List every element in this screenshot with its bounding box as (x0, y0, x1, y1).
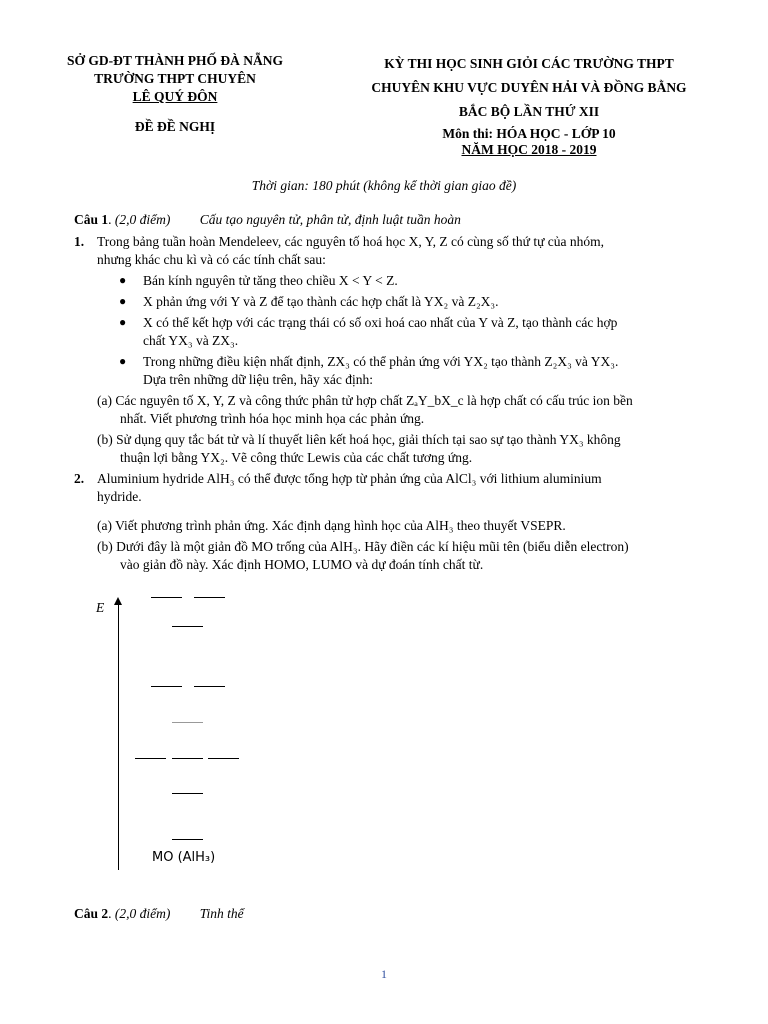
mo-level-antibonding-2 (194, 597, 225, 598)
mo-level-nonbonding-1 (135, 758, 166, 759)
energy-axis-label: E (96, 600, 105, 615)
q1-part1-line2: nhưng khác chu kì và có các tính chất sau: (97, 252, 326, 267)
school-name: TRƯỜNG THPT CHUYÊN (94, 71, 256, 86)
header-right (318, 52, 740, 158)
q1-part1-line1: Trong bảng tuần hoàn Mendeleev, các nguyên tố hoá học X, Y, Z có cùng số thứ tự của nhóm, (97, 234, 605, 249)
q1-part2-line1: Aluminium hydride AlH₃ có thể được tổng hợp từ phản ứng của AlCl₃ với lithium aluminium (97, 471, 602, 486)
q1-topic: Cấu tạo nguyên tử, phân tử, định luật tuần hoàn (199, 212, 461, 227)
q2-topic: Tinh thể (199, 906, 244, 921)
bullet-4-icon: ● (119, 354, 127, 368)
school-year: NĂM HỌC 2018 - 2019 (461, 142, 597, 157)
subject-label: Môn thi: HÓA HỌC - LỚP 10 (442, 126, 616, 141)
energy-axis-line (118, 604, 119, 870)
bullet-1-icon: ● (119, 273, 127, 287)
exam-title-1: KỲ THI HỌC SINH GIỎI CÁC TRƯỜNG THPT (384, 56, 674, 71)
mo-level-bonding-2 (172, 839, 203, 840)
mo-level-6 (172, 722, 203, 723)
mo-level-antibonding-3 (172, 626, 203, 627)
q1-points: (2,0 điểm) (114, 212, 171, 227)
school-dept: SỞ GD-ĐT THÀNH PHỐ ĐÀ NẴNG (67, 53, 283, 68)
q1-sub-b-line1: (b) Sử dụng quy tắc bát tử và lí thuyết liên kết hoá học, giải thích tại sao sự tạo thành YX₃ không (97, 432, 621, 447)
q1-part2-line2: hydride. (97, 489, 142, 504)
q1-part2-number: 2. (74, 471, 85, 486)
q1-bullet-4-line2: Dựa trên những dữ liệu trên, hãy xác định: (143, 372, 374, 387)
q1-bullet-2: X phản ứng với Y và Z để tạo thành các hợp chất là YX₂ và Z₂X₃. (143, 294, 499, 309)
mo-level-nonbonding-3 (208, 758, 239, 759)
mo-level-nonbonding-2 (172, 758, 203, 759)
exam-status: ĐỀ ĐỀ NGHỊ (134, 119, 216, 134)
q2-points: (2,0 điểm) (114, 906, 171, 921)
q1-sub-a-line2: nhất. Viết phương trình hóa học minh họa các phản ứng. (120, 411, 425, 426)
exam-title-3: BẮC BỘ LẦN THỨ XII (458, 104, 600, 119)
bullet-2-icon: ● (119, 294, 127, 308)
q1-bullet-1: Bán kính nguyên tử tăng theo chiều X < Y < Z. (143, 273, 398, 288)
q1-bullet-3-line1: X có thể kết hợp với các trạng thái có số oxi hoá cao nhất của Y và Z, tạo thành các hợp (143, 315, 618, 330)
time-note: Thời gian: 180 phút (không kể thời gian giao đề) (251, 178, 517, 193)
exam-title-2: CHUYÊN KHU VỰC DUYÊN HẢI VÀ ĐỒNG BẰNG (371, 80, 687, 95)
q1-part2-sub-b-line2: vào giản đồ này. Xác định HOMO, LUMO và dự đoán tính chất từ. (120, 557, 484, 572)
header-left (40, 52, 310, 136)
q1-sub-b-line2: thuận lợi bằng YX₂. Vẽ công thức Lewis của các chất tương ứng. (120, 450, 473, 465)
q1-heading: Câu 1. (2,0 điểm) Cấu tạo nguyên tử, phân tử, định luật tuần hoàn (74, 212, 461, 227)
mo-level-antibonding-1 (151, 597, 182, 598)
q1-part2-sub-b-line1: (b) Dưới đây là một giản đồ MO trống của AlH₃. Hãy điền các kí hiệu mũi tên (biểu diễn electron) (97, 539, 629, 554)
q1-label: Câu 1 (74, 212, 109, 227)
energy-axis-arrow-icon (114, 597, 122, 605)
q1-bullet-4-line1: Trong những điều kiện nhất định, ZX₃ có thể phản ứng với YX₂ tạo thành Z₂X₃ và YX₃. (143, 354, 619, 369)
page-number: 1 (381, 967, 387, 981)
q1-sub-a-line1: (a) Các nguyên tố X, Y, Z và công thức phân tử hợp chất ZₐY_bX_c là hợp chất có cấu trúc ion bền (97, 393, 633, 408)
q1-part1-number: 1. (74, 234, 85, 249)
q1-part2-sub-a: (a) Viết phương trình phản ứng. Xác định dạng hình học của AlH₃ theo thuyết VSEPR. (97, 518, 566, 533)
q2-label: Câu 2 (74, 906, 109, 921)
mo-level-5 (194, 686, 225, 687)
bullet-3-icon: ● (119, 315, 127, 329)
mo-level-4 (151, 686, 182, 687)
school-name-2: LÊ QUÝ ĐÔN (132, 89, 218, 104)
q2-heading: Câu 2. (2,0 điểm) Tinh thể (74, 906, 244, 921)
mo-caption: MO (AlH₃) (152, 850, 216, 865)
q1-bullet-3-line2: chất YX₃ và ZX₃. (143, 333, 239, 348)
mo-level-bonding-1 (172, 793, 203, 794)
